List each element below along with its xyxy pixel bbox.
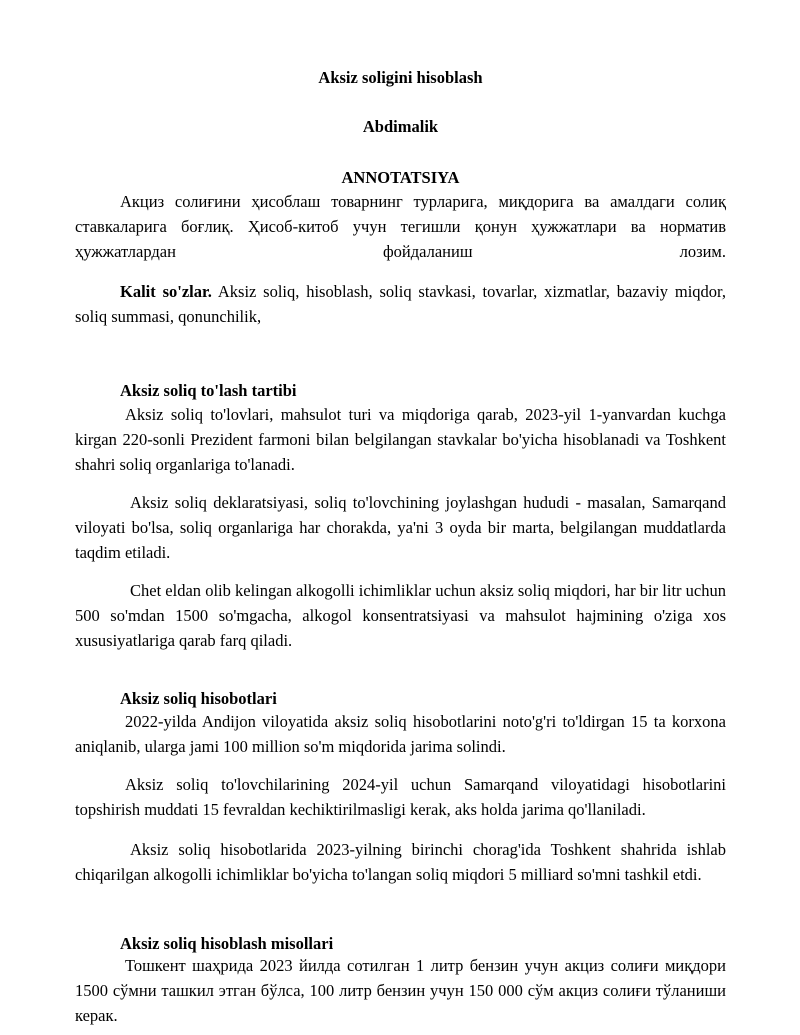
- author-name: Abdimalik: [362, 117, 439, 136]
- section-paragraph: 2022-yilda Andijon viloyatida aksiz soliq hisobotlarini noto'g'ri to'ldirgan 15 ta korxona aniqlanib, ularga jami 100 million so'm miqdorida jarima solindi.: [75, 712, 726, 756]
- section-paragraph: Aksiz soliq deklaratsiyasi, soliq to'lovchining joylashgan hududi - masalan, Samarqand viloyati bo'lsa, soliq organlariga har chorakda, ya'ni 3 oyda bir marta, belgilangan muddatlarda taqdim etiladi.: [75, 493, 726, 562]
- section-heading: Aksiz soliq to'lash tartibi: [120, 381, 297, 400]
- document-title: Aksiz soligini hisoblash: [318, 68, 483, 87]
- keywords-label: Kalit so'zlar.: [120, 282, 212, 301]
- annotation-paragraph: Акциз солиғини ҳисоблаш товарнинг турларига, миқдорига ва амалдаги солиқ ставкаларига боғлиқ. Ҳисоб-китоб учун тегишли қонун ҳужжатлари ва норматив ҳужжатлардан фойдаланиш лозим.: [75, 192, 726, 261]
- annotation-heading: ANNOTATSIYA: [341, 168, 460, 187]
- section-heading: Aksiz soliq hisobotlari: [120, 689, 277, 708]
- section-paragraph: Aksiz soliq to'lovlari, mahsulot turi va miqdoriga qarab, 2023-yil 1-yanvardan kuchga kirgan 220-sonli Prezident farmoni bilan belgilangan stavkalar bo'yicha hisoblanadi va Toshkent shahri soliq organlariga to'lanadi.: [75, 405, 726, 474]
- keywords-text: Aksiz soliq, hisoblash, soliq stavkasi, tovarlar, xizmatlar, bazaviy miqdor, soliq summasi, qonunchilik,: [75, 282, 726, 326]
- section-paragraph: Тошкент шаҳрида 2023 йилда сотилган 1 литр бензин учун акциз солиғи миқдори 1500 сўмни ташкил этган бўлса, 100 литр бензин учун 150 000 сўм акциз солиғи тўланиши керак.: [75, 956, 726, 1025]
- section-paragraph: Chet eldan olib kelingan alkogolli ichimliklar uchun aksiz soliq miqdori, har bir litr uchun 500 so'mdan 1500 so'mgacha, alkogol konsentratsiyasi va mahsulot hajmining o'ziga xos xususiyatlariga qarab farq qiladi.: [75, 581, 726, 650]
- section-heading: Aksiz soliq hisoblash misollari: [120, 934, 334, 953]
- section-paragraph: Aksiz soliq to'lovchilarining 2024-yil uchun Samarqand viloyatidagi hisobotlarini topshirish muddati 15 fevraldan kechiktirilmasligi kerak, aks holda jarima qo'llaniladi.: [75, 775, 726, 819]
- section-paragraph: Aksiz soliq hisobotlarida 2023-yilning birinchi chorag'ida Toshkent shahrida ishlab chiqarilgan alkogolli ichimliklar bo'yicha to'langan soliq miqdori 5 milliard so'mni tashkil etdi.: [75, 840, 726, 884]
- keywords-paragraph: [75, 279, 726, 329]
